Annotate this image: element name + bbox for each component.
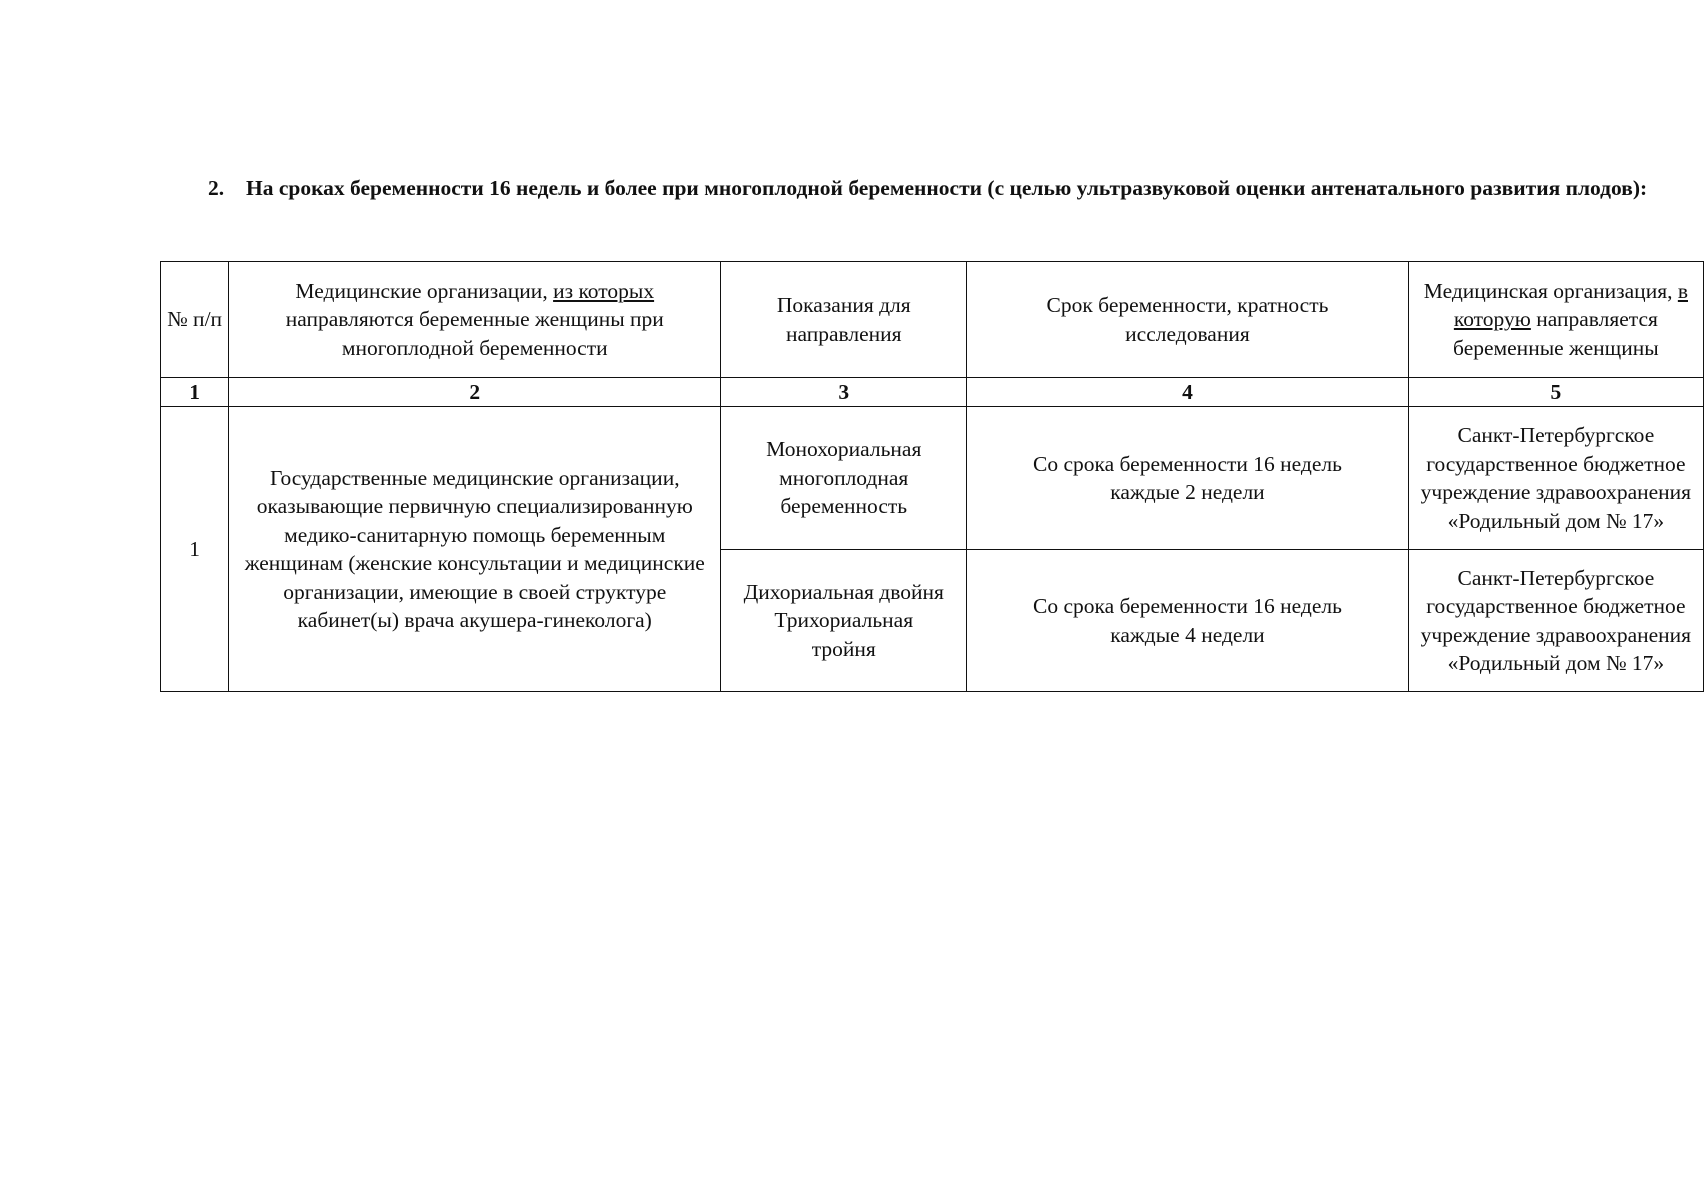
column-number-4: 4 (967, 378, 1409, 407)
header-number: № п/п (161, 262, 229, 378)
header-destination-underlined: в которую (1453, 278, 1688, 332)
row-destination-1: Санкт-Петербургское государственное бюджетное учреждение здравоохранения «Родильный дом № 17» (1408, 407, 1703, 550)
column-number-3: 3 (721, 378, 967, 407)
table-row (161, 407, 1704, 550)
section-title: На сроках беременности 16 недель и более при многоплодной беременности (с целью ультразвуковой оценки антенатального развития плодов): (246, 176, 1648, 200)
column-number-row (161, 378, 1704, 407)
header-destination-post: направляется беременные женщины (1453, 307, 1659, 360)
row-term-2: Со срока беременности 16 недель каждые 4 недели (967, 550, 1409, 692)
row-destination-2: Санкт-Петербургское государственное бюджетное учреждение здравоохранения «Родильный дом № 17» (1408, 550, 1703, 692)
row-indication-1: Монохориальная многоплодная беременность (721, 407, 967, 550)
header-term: Срок беременности, кратность исследования (967, 262, 1409, 378)
referral-table (160, 261, 1704, 692)
column-number-5: 5 (1408, 378, 1703, 407)
row-term-1: Со срока беременности 16 недель каждые 2 недели (967, 407, 1409, 550)
header-row (161, 262, 1704, 378)
header-destination (1408, 262, 1703, 378)
row-indication-2 (721, 550, 967, 692)
header-organizations-post: направляются беременные женщины при многоплодной беременности (285, 307, 664, 360)
header-indications: Показания для направления (721, 262, 967, 378)
section-number: 2. (208, 176, 225, 200)
row-indication-2-line2: Трихориальная тройня (774, 608, 914, 661)
row-organizations: Государственные медицинские организации, оказывающие первичную специализированную медико-санитарную помощь беременным женщинам (женские консультации и медицинские организации, имеющие в своей структуре кабинет(ы) врача акушера-гинеколога) (229, 407, 721, 692)
header-organizations-underlined: из которых (553, 278, 655, 303)
column-number-1: 1 (161, 378, 229, 407)
column-number-2: 2 (229, 378, 721, 407)
header-organizations-pre: Медицинские организации, (295, 278, 554, 303)
header-organizations (229, 262, 721, 378)
row-indication-2-line1: Дихориальная двойня (743, 579, 944, 604)
row-number: 1 (161, 407, 229, 692)
header-destination-pre: Медицинская организация, (1423, 278, 1678, 303)
